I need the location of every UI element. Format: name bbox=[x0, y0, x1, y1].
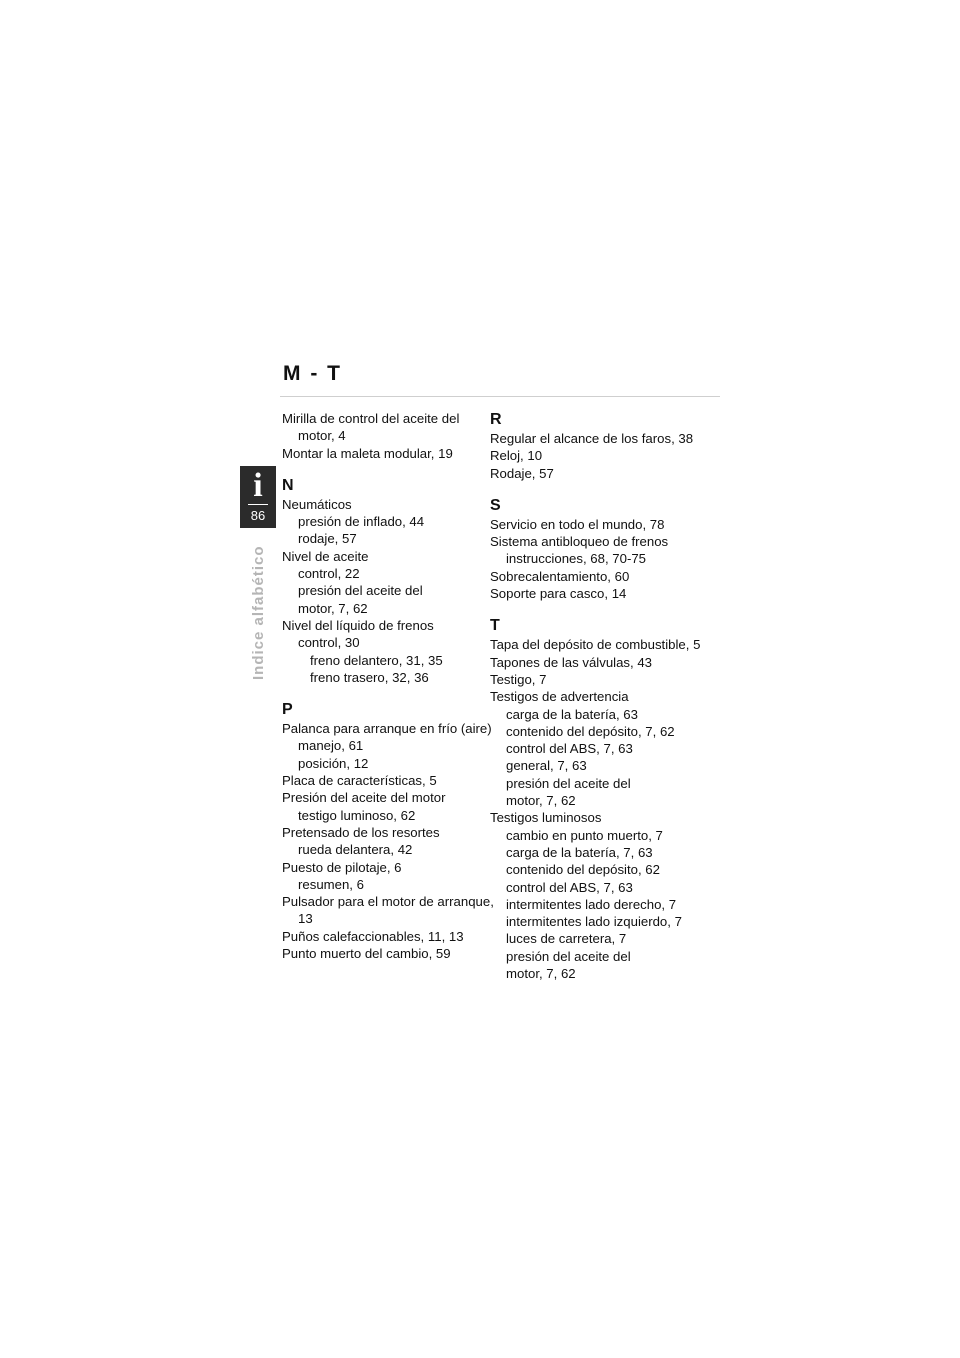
index-entry: Sistema antibloqueo de frenos bbox=[490, 534, 669, 550]
index-entry: manejo, 61 bbox=[298, 738, 364, 754]
index-entry: control del ABS, 7, 63 bbox=[506, 879, 633, 895]
index-entry: presión del aceite del bbox=[506, 775, 631, 791]
index-entry: control del ABS, 7, 63 bbox=[506, 741, 633, 757]
index-entry: posición, 12 bbox=[298, 755, 369, 771]
index-entry: Tapones de las válvulas, 43 bbox=[490, 654, 653, 670]
index-entry: instrucciones, 68, 70-75 bbox=[506, 551, 647, 567]
index-entry: cambio en punto muerto, 7 bbox=[506, 827, 663, 843]
index-entry: carga de la batería, 63 bbox=[506, 706, 638, 722]
index-entry: presión de inflado, 44 bbox=[298, 514, 425, 530]
index-entry: Servicio en todo el mundo, 78 bbox=[490, 516, 665, 532]
index-entry: rodaje, 57 bbox=[298, 531, 357, 547]
index-entry: Reloj, 10 bbox=[490, 448, 543, 464]
index-column-right bbox=[490, 410, 705, 982]
title-divider bbox=[280, 396, 720, 397]
section-label: Indice alfabético bbox=[250, 545, 267, 680]
index-entry: Nivel de aceite bbox=[282, 548, 369, 564]
index-entry: Rodaje, 57 bbox=[490, 465, 554, 481]
info-icon: i bbox=[253, 467, 263, 504]
index-entry: freno delantero, 31, 35 bbox=[310, 652, 443, 668]
page-title: M - T bbox=[283, 362, 342, 385]
index-entry: presión del aceite del bbox=[506, 948, 631, 964]
tab-divider bbox=[248, 504, 268, 505]
index-entry: Soporte para casco, 14 bbox=[490, 586, 627, 602]
index-column-left bbox=[282, 410, 497, 962]
page-number: 86 bbox=[250, 508, 266, 523]
index-entry: Pretensado de los resortes bbox=[282, 824, 440, 840]
index-entry: luces de carretera, 7 bbox=[506, 931, 627, 947]
index-entry: motor, 7, 62 bbox=[506, 793, 576, 809]
index-entry: freno trasero, 32, 36 bbox=[310, 669, 429, 685]
section-tab bbox=[240, 466, 276, 528]
index-entry: Placa de características, 5 bbox=[282, 773, 437, 789]
index-letter-heading: S bbox=[490, 496, 501, 514]
index-letter-heading: N bbox=[282, 476, 294, 494]
index-entry: Palanca para arranque en frío (aire) bbox=[282, 721, 492, 737]
index-entry: Punto muerto del cambio, 59 bbox=[282, 946, 451, 962]
index-entry: Testigos luminosos bbox=[490, 810, 602, 826]
index-entry: Testigo, 7 bbox=[490, 671, 547, 687]
index-letter-heading: P bbox=[282, 701, 293, 719]
index-entry: Regular el alcance de los faros, 38 bbox=[490, 431, 694, 446]
index-entry: rueda delantera, 42 bbox=[298, 842, 413, 858]
index-entry: Presión del aceite del motor bbox=[282, 790, 446, 806]
index-letter-heading: R bbox=[490, 411, 502, 428]
index-entry: Pulsador para el motor de arranque, 13 bbox=[282, 894, 494, 927]
index-entry: carga de la batería, 7, 63 bbox=[506, 844, 653, 860]
index-entry: motor, 7, 62 bbox=[298, 600, 368, 616]
index-entry: Tapa del depósito de combustible, 5 bbox=[490, 637, 701, 653]
index-entry: intermitentes lado derecho, 7 bbox=[506, 896, 677, 912]
index-entry: testigo luminoso, 62 bbox=[298, 807, 416, 823]
index-entry: intermitentes lado izquierdo, 7 bbox=[506, 914, 682, 930]
index-letter-heading: T bbox=[490, 617, 500, 635]
index-entry: Montar la maleta modular, 19 bbox=[282, 445, 453, 461]
index-entry: control, 22 bbox=[298, 566, 360, 582]
index-entry: Sobrecalentamiento, 60 bbox=[490, 568, 630, 584]
index-entry: Nivel del líquido de frenos bbox=[282, 617, 434, 633]
index-entry: presión del aceite del bbox=[298, 583, 423, 599]
index-entry: resumen, 6 bbox=[298, 876, 364, 892]
index-entry: Puños calefaccionables, 11, 13 bbox=[282, 928, 464, 944]
index-entry: control, 30 bbox=[298, 635, 360, 651]
index-entry: Neumáticos bbox=[282, 496, 352, 512]
index-entry: contenido del depósito, 62 bbox=[506, 862, 660, 878]
index-entry: general, 7, 63 bbox=[506, 758, 587, 774]
index-entry: Testigos de advertencia bbox=[490, 689, 629, 705]
index-entry: contenido del depósito, 7, 62 bbox=[506, 723, 675, 739]
index-entry: motor, 7, 62 bbox=[506, 966, 576, 982]
index-entry: Mirilla de control del aceite del motor, 4 bbox=[282, 411, 460, 444]
index-entry: Puesto de pilotaje, 6 bbox=[282, 859, 402, 875]
